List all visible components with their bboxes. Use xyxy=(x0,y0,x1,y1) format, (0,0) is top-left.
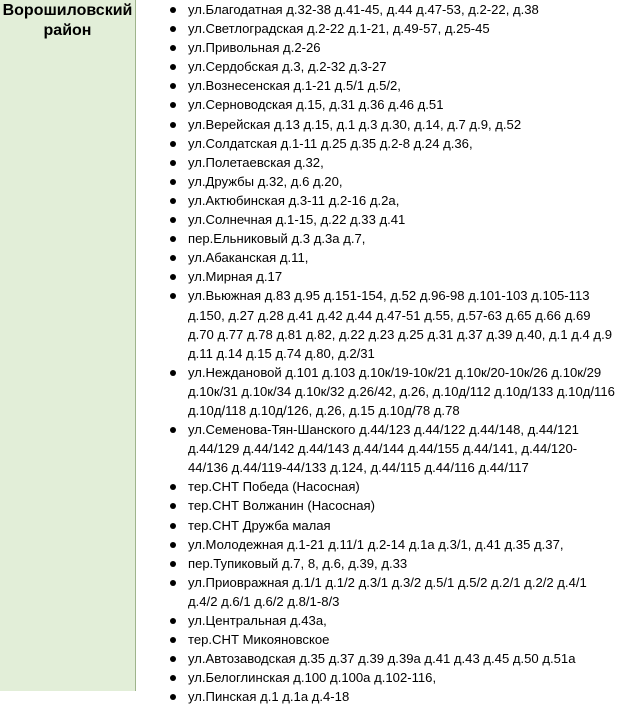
street-address-text: ул.Серноводская д.15, д.31 д.36 д.46 д.51 xyxy=(188,97,444,113)
bullet-icon xyxy=(170,7,176,13)
street-address-text: ул.Центральная д.43а, xyxy=(188,613,327,628)
street-list-item xyxy=(137,535,620,554)
street-address-text: ул.Солдатская д.1-11 д.25 д.35 д.2-8 д.24 д.36, xyxy=(188,135,473,151)
street-list-item xyxy=(137,573,620,611)
street-list-item xyxy=(137,516,620,535)
street-address-text: ул.Автозаводская д.35 д.37 д.39 д.39а д.41 д.43 д.45 д.50 д.51а xyxy=(188,651,576,667)
street-address-text: ул.Приовражная д.1/1 д.1/2 д.3/1 д.3/2 д.5/1 д.5/2 д.2/1 д.2/2 д.4/1 д.4/2 д.6/1 д.6/2 д.8/1-8/3 xyxy=(188,574,587,609)
street-list-item xyxy=(137,76,620,95)
bullet-icon xyxy=(170,618,176,624)
street-address-text: тер.СНТ Дружба малая xyxy=(188,517,331,533)
street-list-item xyxy=(137,477,620,496)
street-list-item xyxy=(137,554,620,573)
bullet-icon xyxy=(170,255,176,261)
bullet-icon xyxy=(170,236,176,242)
street-address-text: ул.Сердобская д.3, д.2-32 д.3-27 xyxy=(188,59,387,75)
street-address-text: ул.Благодатная д.32-38 д.41-45, д.44 д.47-53, д.2-22, д.38 xyxy=(188,2,539,17)
bullet-icon xyxy=(170,580,176,586)
bullet-icon xyxy=(170,64,176,70)
street-address-text: тер.СНТ Волжанин (Насосная) xyxy=(188,498,376,514)
bullet-icon xyxy=(170,503,176,509)
bullet-icon xyxy=(170,179,176,185)
street-address-text: ул.Мирная д.17 xyxy=(188,269,283,285)
street-address-text: ул.Белоглинская д.100 д.100а д.102-116, xyxy=(188,670,437,686)
street-address-text: ул.Солнечная д.1-15, д.22 д.33 д.41 xyxy=(188,212,406,228)
street-list-item xyxy=(137,134,620,153)
street-address-text: тер.СНТ Микояновское xyxy=(188,632,330,648)
street-list-item xyxy=(137,0,620,19)
bullet-icon xyxy=(170,217,176,223)
street-address-text: ул.Вознесенская д.1-21 д.5/1 д.5/2, xyxy=(188,78,401,94)
street-list-item xyxy=(137,115,620,134)
bullet-icon xyxy=(170,274,176,280)
street-list-item xyxy=(137,668,620,687)
street-address-text: пер.Тупиковый д.7, 8, д.6, д.39, д.33 xyxy=(188,555,408,571)
street-address-text: ул.Актюбинская д.3-11 д.2-16 д.2а, xyxy=(188,192,400,208)
street-list-item xyxy=(137,496,620,515)
street-address-text: тер.СНТ Победа (Насосная) xyxy=(188,479,360,495)
district-cell xyxy=(0,0,136,691)
bullet-icon xyxy=(170,370,176,376)
bullet-icon xyxy=(170,26,176,32)
street-list-cell xyxy=(137,0,620,705)
bullet-icon xyxy=(170,523,176,529)
bullet-icon xyxy=(170,293,176,299)
street-list-item xyxy=(137,229,620,248)
bullet-icon xyxy=(170,637,176,643)
bullet-icon xyxy=(170,198,176,204)
street-list-item xyxy=(137,210,620,229)
street-list-item xyxy=(137,687,620,706)
street-list-item xyxy=(137,248,620,267)
bullet-icon xyxy=(170,675,176,681)
bullet-icon xyxy=(170,122,176,128)
bullet-icon xyxy=(170,484,176,490)
street-address-text: ул.Светлоградская д.2-22 д.1-21, д.49-57, д.25-45 xyxy=(188,21,490,37)
street-list-item xyxy=(137,57,620,76)
street-list-item xyxy=(137,267,620,286)
bullet-icon xyxy=(170,141,176,147)
street-list-item xyxy=(137,286,620,362)
street-address-text: ул.Молодежная д.1-21 д.11/1 д.2-14 д.1а д.3/1, д.41 д.35 д.37, xyxy=(188,536,564,552)
street-list-item xyxy=(137,363,620,420)
street-address-text: ул.Привольная д.2-26 xyxy=(188,40,321,56)
street-list-item xyxy=(137,649,620,668)
bullet-icon xyxy=(170,694,176,700)
street-address-text: ул.Абаканская д.11, xyxy=(188,250,309,266)
street-address-text: ул.Полетаевская д.32, xyxy=(188,154,324,170)
street-list xyxy=(137,0,620,706)
street-list-item xyxy=(137,172,620,191)
street-address-text: ул.Неждановой д.101 д.103 д.10к/19-10к/21 д.10к/20-10к/26 д.10к/29 д.10к/31 д.10к/34 д.10к/32 д.26/42, д.26, д.10д/112 д.10д/133 д.10д/116 д.10д/118 д.10д/126, д.26, д.15 д.10д/78 д.78 xyxy=(188,364,615,418)
street-list-item xyxy=(137,420,620,477)
bullet-icon xyxy=(170,656,176,662)
bullet-icon xyxy=(170,542,176,548)
street-address-text: пер.Ельниковый д.3 д.3а д.7, xyxy=(188,231,366,247)
bullet-icon xyxy=(170,160,176,166)
street-list-item xyxy=(137,630,620,649)
bullet-icon xyxy=(170,561,176,567)
street-list-item xyxy=(137,38,620,57)
street-address-text: ул.Пинская д.1 д.1а д.4-18 xyxy=(188,689,350,705)
street-address-text: ул.Дружбы д.32, д.6 д.20, xyxy=(188,173,343,189)
bullet-icon xyxy=(170,83,176,89)
bullet-icon xyxy=(170,102,176,108)
district-name: Ворошиловский район xyxy=(2,2,133,39)
street-list-item xyxy=(137,153,620,172)
street-list-item xyxy=(137,95,620,114)
street-address-text: ул.Верейская д.13 д.15, д.1 д.3 д.30, д.14, д.7 д.9, д.52 xyxy=(188,116,522,132)
street-list-item xyxy=(137,19,620,38)
street-list-item xyxy=(137,611,620,630)
street-address-text: ул.Вьюжная д.83 д.95 д.151-154, д.52 д.96-98 д.101-103 д.105-113 д.150, д.27 д.28 д.41 д.42 д.44 д.47-51 д.55, д.57-63 д.65 д.66 д.69 д.70 д.77 д.78 д.81 д.82, д.22 д.23 д.25 д.31 д.37 д.39 д.40, д.1 д.4 д.9 д.11 д.14 д.15 д.74 д.80, д.2/31 xyxy=(188,288,612,361)
bullet-icon xyxy=(170,45,176,51)
street-list-item xyxy=(137,191,620,210)
street-address-text: ул.Семенова-Тян-Шанского д.44/123 д.44/122 д.44/148, д.44/121 д.44/129 д.44/142 д.44/143 д.44/144 д.44/155 д.44/141, д.44/120-44/136 д.44/119-44/133 д.124, д.44/115 д.44/116 д.44/117 xyxy=(188,422,579,476)
bullet-icon xyxy=(170,427,176,433)
